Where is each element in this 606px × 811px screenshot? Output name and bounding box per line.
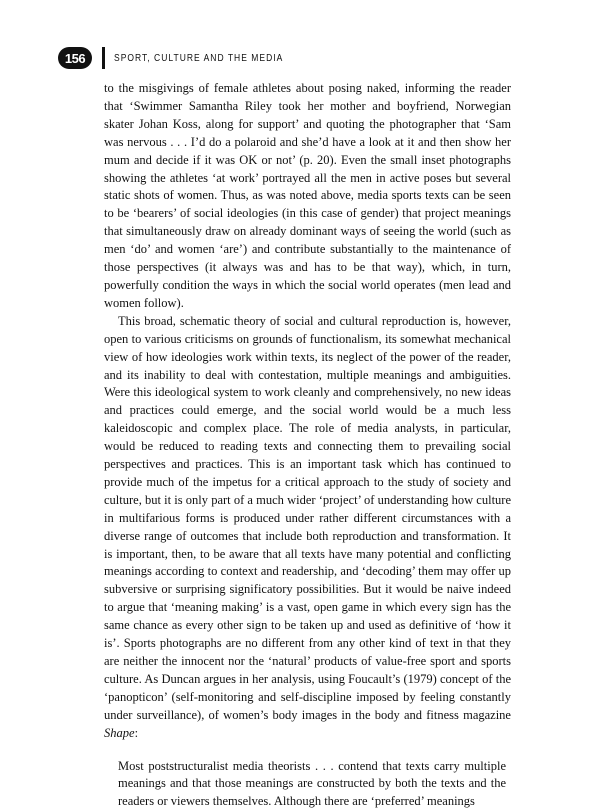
header-divider	[102, 47, 105, 69]
paragraph-2-text: This broad, schematic theory of social and cultural reproduction is, however, open to various criticisms on grounds of functionalism, its somewhat mechanical view of how ideologies work within texts, its neglect of the power of the reader, and its inability to deal with contestation, multiple meanings and ambiguities. Were this ideological system to work cleanly and comprehensively, no new ideas and practices could emerge, and the social world would be a much less kaleidoscopic and complex place. The role of media analysts, in particular, would be reduced to reading texts and connecting them to prevailing social perspectives and practices. This is an important task which has continued to provide much of the impetus for a critical approach to the study of society and culture, but it is only part of a much wider ‘project’ of understanding how culture in multifarious forms is produced under rather different circumstances with a diverse range of outcomes that include both reproduction and transformation. It is important, then, to be aware that all texts have many potential and conflicting meanings according to context and readership, and ‘decoding’ them may offer up subversive or surprising significatory possibilities. But it would be naive indeed to argue that ‘meaning making’ is a vast, open game in which every sign has the same chance as every other sign to be taken up and used as definitive of ‘how it is’. Sports photographs are no different from any other kind of text in that they are neither the innocent nor the ‘natural’ products of value-free sport and sports culture. As Duncan argues in her analysis, using Foucault’s (1979) concept of the ‘panopticon’ (self-monitoring and self-discipline imposed by feeling constantly under surveillance), of women’s body images in the body and fitness magazine	[104, 313, 511, 722]
magazine-title: Shape	[104, 725, 135, 740]
running-head: SPORT, CULTURE AND THE MEDIA	[114, 52, 284, 64]
page-number-badge	[58, 47, 92, 69]
body-text	[104, 80, 511, 811]
paragraph-2	[104, 313, 511, 743]
paragraph-2-end: :	[134, 725, 139, 740]
page-number: 156	[64, 50, 86, 66]
page-header	[58, 46, 313, 70]
block-quote: Most poststructuralist media theorists . . . contend that texts carry multiple meanings and that those meanings are constructed by both the texts and the readers or viewers themselves. Although there are ‘preferred’ meanings	[118, 758, 506, 809]
paragraph-1: to the misgivings of female athletes about posing naked, informing the reader that ‘Swimmer Samantha Riley took her mother and boyfriend, Norwegian skater Johan Koss, along for support’ and quoting the photographer that ‘Sam was nervous . . . I’d do a polaroid and she’d have a look at it and then show her mum and decide if it was OK or not’ (p. 20). Even the small inset photographs showing the athletes ‘at work’ portrayed all the men in active poses but several static shots of women. Thus, as was noted above, media sports texts can be seen to be ‘bearers’ of social ideologies (in this case of gender) that project meanings that simultaneously draw on already dominant ways of seeing the world (such as men ‘do’ and women ‘are’) and contribute substantially to the maintenance of those perspectives (it always was and has to be that way), which, in turn, powerfully condition the ways in which the social world operates (men lead and women follow).	[104, 81, 511, 310]
